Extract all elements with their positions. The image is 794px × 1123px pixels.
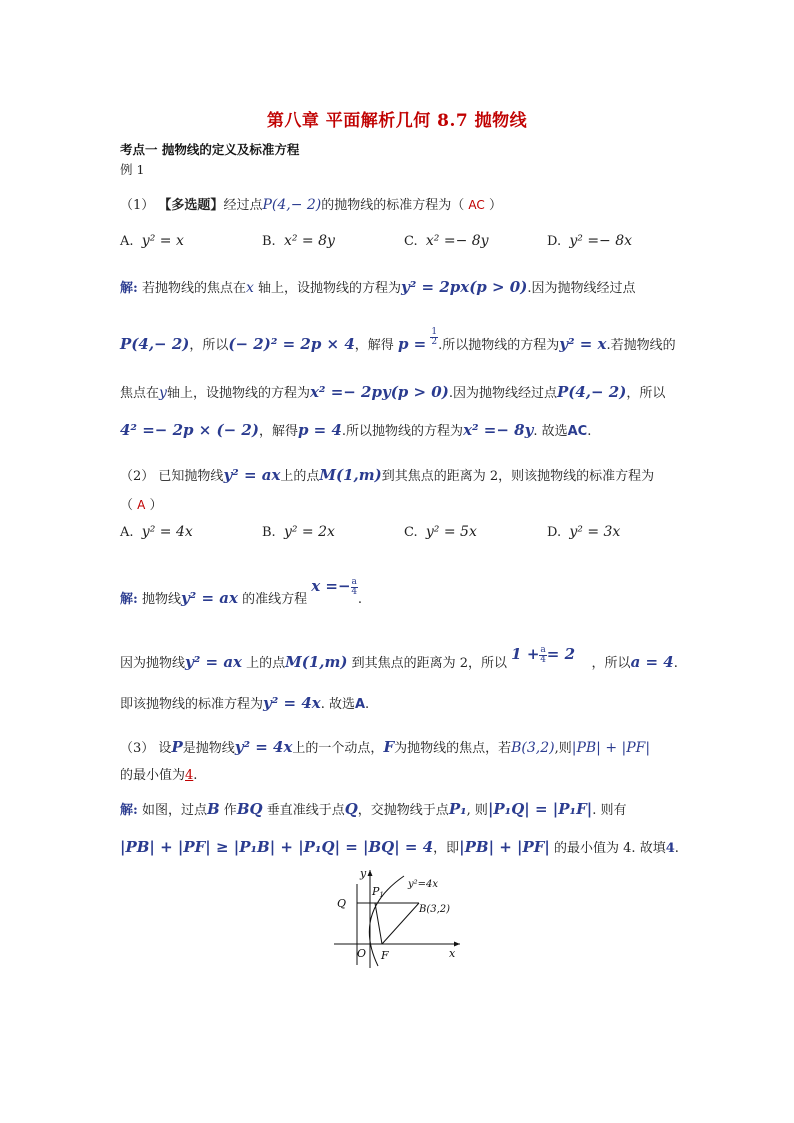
- label-b: B(3,2): [419, 904, 451, 915]
- fraction: $\frac{a}{4}$: [540, 645, 546, 665]
- label-curve: y²=4x: [408, 879, 439, 890]
- section-heading: 考点一 抛物线的定义及标准方程: [120, 142, 300, 157]
- solution-1-line-3: 焦点在y轴上，设抛物线的方程为x² =− 2py(p > 0).因为抛物线经过点P(4,− 2)，所以: [120, 383, 666, 401]
- question-text: 的抛物线的标准方程为（: [321, 198, 465, 213]
- label-f: F: [381, 949, 389, 962]
- solution-3-line-1: 解: 如图，过点B 作BQ 垂直准线于点Q，交抛物线于点P₁, 则|P₁Q| = |P₁F|. 则有: [120, 800, 627, 818]
- x-axis-arrow: [454, 942, 460, 947]
- solution-1-line-2: P(4,− 2)，所以(− 2)² = 2p × 4，解得 p = $\frac{1}{2}$ .所以抛物线的方程为y² = x.若抛物线的: [120, 327, 676, 353]
- question-tag: 【多选题】: [158, 198, 224, 213]
- option-c: C. x² =− 8y: [404, 233, 489, 249]
- option-c: C. y² = 5x: [404, 524, 477, 540]
- question-number: （1）: [120, 198, 155, 213]
- label-x: x: [449, 947, 456, 960]
- option-d: D. y² =− 8x: [547, 233, 633, 249]
- label-q: Q: [337, 897, 347, 910]
- option-d: D. y² = 3x: [547, 524, 621, 540]
- segment-fb: [382, 903, 419, 944]
- fraction: $\frac{1}{2}$: [431, 327, 438, 347]
- question-2-answer: （ A ）: [120, 498, 163, 513]
- math-point: P(4,− 2): [262, 197, 322, 213]
- solution-3-line-2: |PB| + |PF| ≥ |P₁B| + |P₁Q| = |BQ| = 4，即|PB| + |PF| 的最小值为 4. 故填4.: [120, 838, 679, 856]
- solution-1-line-4: 4² =− 2p × (− 2)，解得p = 4.所以抛物线的方程为x² =− 8y. 故选AC.: [120, 421, 592, 439]
- page-title: 第八章 平面解析几何 8.7 抛物线: [266, 111, 528, 131]
- parabola-figure: [320, 862, 470, 970]
- answer-mark: AC: [468, 198, 485, 212]
- question-text: ）: [488, 198, 502, 213]
- question-1: [120, 194, 502, 213]
- label-p1: P1: [372, 885, 384, 899]
- question-2: （2） 已知抛物线y² = ax上的点M(1,m)到其焦点的距离为 2，则该抛物线的标准方程为: [120, 466, 655, 484]
- directrix-equation: x =− $\frac{a}{4}$: [311, 577, 358, 597]
- option-a: A. y² = x: [120, 233, 184, 249]
- solution-1-line-1: 解: 若抛物线的焦点在x 轴上，设抛物线的方程为y² = 2px(p > 0).因为抛物线经过点: [120, 278, 636, 296]
- segment-p1f: [375, 903, 382, 944]
- label-o: O: [357, 947, 367, 960]
- option-a: A. y² = 4x: [120, 524, 193, 540]
- question-3-line-2: 的最小值为4.: [120, 768, 198, 783]
- option-b: B. y² = 2x: [262, 524, 335, 540]
- fraction: $\frac{a}{4}$: [351, 577, 358, 597]
- question-3: （3） 设P是抛物线y² = 4x上的一个动点，F为抛物线的焦点，若B(3,2),则|PB| + |PF|: [120, 738, 651, 756]
- solution-2-line-1: 解: 抛物线y² = ax 的准线方程 x =− $\frac{a}{4}$ .: [120, 577, 363, 607]
- focal-distance-equation: 1 + $\frac{a}{4}$ = 2: [511, 645, 576, 665]
- y-axis-arrow: [368, 870, 373, 876]
- example-label: 例 1: [120, 162, 145, 177]
- label-y: y: [360, 867, 367, 880]
- solution-2-line-3: 即该抛物线的标准方程为y² = 4x. 故选A.: [120, 694, 370, 712]
- solution-2-line-2: 因为抛物线y² = ax 上的点M(1,m) 到其焦点的距离为 2，所以 1 + $\frac{a}{4}$ = 2 ，所以a = 4.: [120, 645, 678, 671]
- question-text: 经过点: [223, 198, 263, 213]
- option-b: B. x² = 8y: [262, 233, 335, 249]
